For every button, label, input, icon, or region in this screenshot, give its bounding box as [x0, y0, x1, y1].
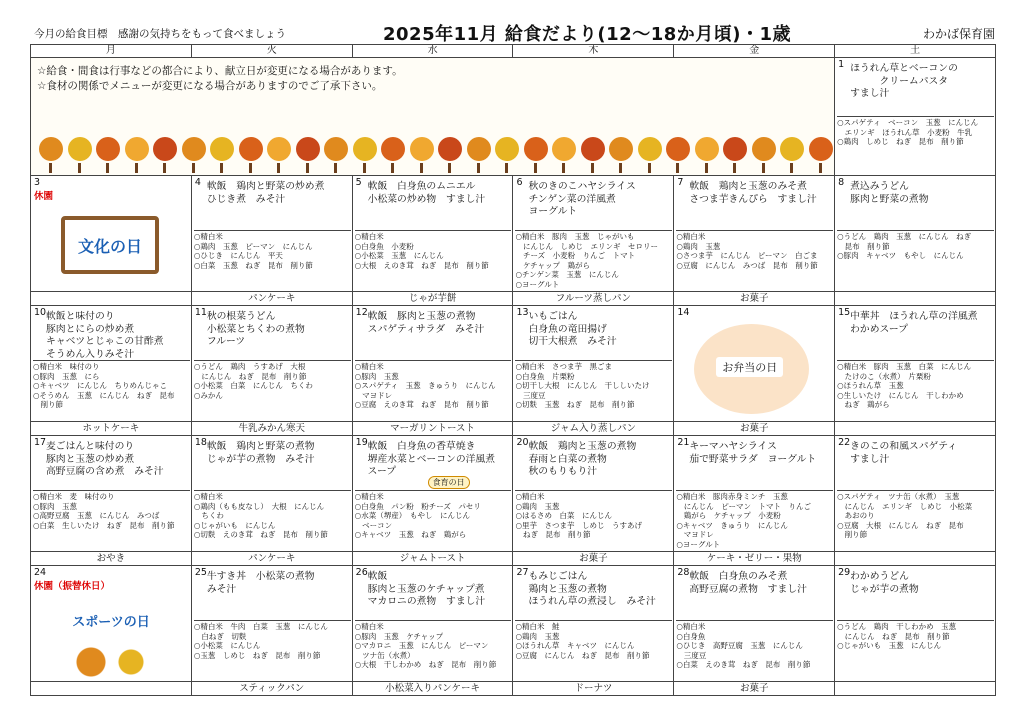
- day-number: 13: [516, 307, 529, 318]
- ingredient-list: ○精白米 ○鶏肉 玉葱 ○はるさめ 白菜 にんじん ○里芋 さつま芋 しめじ うすあげ ねぎ 昆布 削り節: [515, 490, 672, 551]
- menu-text: 軟飯 白身魚の香草焼き 堺産水菜とベーコンの洋風煮 スープ: [367, 441, 496, 477]
- ingredient-list: ○精白米 ○鶏肉 玉葱 ○さつま芋 にんじん ピーマン 白ごま ○豆腐 にんじん みつば 昆布 削り節: [676, 230, 833, 291]
- snack-label: スティックパン: [192, 681, 352, 695]
- tree-trunk-icon: [78, 163, 81, 173]
- tree-trunk-icon: [220, 163, 223, 173]
- autumn-tree-icon: [353, 137, 377, 161]
- autumn-tree-icon: [381, 137, 405, 161]
- day-cell: [352, 306, 513, 436]
- snack-label: じゃが芋餅: [353, 291, 513, 305]
- snack-label: パンケーキ: [192, 551, 352, 565]
- snack-label: [835, 551, 995, 565]
- ingredient-list: ○うどん 鶏肉 うすあげ 大根 にんじん ねぎ 昆布 削り節 ○小松菜 白菜 にんじん ちくわ ○みかん: [194, 360, 351, 421]
- snack-label: 牛乳みかん寒天: [192, 421, 352, 435]
- autumn-tree-icon: [438, 137, 462, 161]
- tree-trunk-icon: [106, 163, 109, 173]
- ingredient-list: ○うどん 鶏肉 干しわかめ 玉葱 にんじん ねぎ 昆布 削り節 ○じゃがいも 玉葱 にんじん: [837, 620, 994, 681]
- day-number: 11: [194, 307, 207, 318]
- tree-trunk-icon: [505, 163, 508, 173]
- tree-trunk-icon: [676, 163, 679, 173]
- menu-text: 軟飯 鶏肉と野菜の炒め煮 ひじき煮 みそ汁: [206, 181, 325, 205]
- ingredient-list: ○精白米 牛肉 白菜 玉葱 にんじん 白ねぎ 切麩 ○小松菜 にんじん ○玉葱 しめじ ねぎ 昆布 削り節: [194, 620, 351, 681]
- ingredient-list: ○精白米 ○鶏肉 玉葱 ピーマン にんじん ○ひじき にんじん 平天 ○白菜 玉葱 ねぎ 昆布 削り節: [194, 230, 351, 291]
- week-row: [31, 58, 996, 176]
- menu-text: 軟飯 豚肉と玉葱のケチャップ煮 マカロニの煮物 すまし汁: [367, 571, 486, 607]
- autumn-tree-icon: [125, 137, 149, 161]
- autumn-tree-icon: [267, 137, 291, 161]
- ingredient-list: ○精白米 麦 味付のり ○豚肉 玉葱 ○高野豆腐 玉葱 にんじん みつば ○白菜 生しいたけ ねぎ 昆布 削り節: [33, 490, 190, 551]
- tree-trunk-icon: [334, 163, 337, 173]
- page-title: 2025年11月 給食だより(12～18か月頃)・1歳: [383, 24, 791, 45]
- tree-trunk-icon: [534, 163, 537, 173]
- menu-text: 軟飯 白身魚のみそ煮 高野豆腐の煮物 すまし汁: [689, 571, 807, 595]
- tree-trunk-icon: [591, 163, 594, 173]
- day-number: 24: [34, 567, 47, 578]
- snack-label: お菓子: [674, 291, 834, 305]
- autumn-tree-icon: [695, 137, 719, 161]
- day-number: 4: [194, 177, 201, 188]
- autumn-tree-icon: [609, 137, 633, 161]
- autumn-tree-icon: [638, 137, 662, 161]
- weekday-mon: 月: [31, 45, 192, 58]
- holiday-label: 休園: [34, 191, 54, 202]
- ingredient-list: ○精白米 さつま芋 黒ごま ○白身魚 片栗粉 ○切干し大根 にんじん 干ししいたけ 三度豆 ○切麩 玉葱 ねぎ 昆布 削り節: [515, 360, 672, 421]
- day-number: 5: [355, 177, 362, 188]
- snack-label: フルーツ蒸しパン: [513, 291, 673, 305]
- day-number: 28: [677, 567, 690, 578]
- autumn-tree-icon: [780, 137, 804, 161]
- day-cell: [835, 176, 996, 306]
- day-cell: [31, 436, 192, 566]
- snack-label: ケーキ・ゼリー・果物: [674, 551, 834, 565]
- day-cell: [835, 306, 996, 436]
- ingredient-list: ○精白米 ○白身魚 小麦粉 ○小松菜 玉葱 にんじん ○大根 えのき茸 ねぎ 昆布 削り節: [355, 230, 512, 291]
- day-number: 14: [677, 307, 690, 318]
- notice-text: ☆給食・間食は行事などの都合により、献立日が変更になる場合があります。 ☆食材の関係でメニューが変更になる場合がありますのでご了承下さい。: [37, 65, 403, 92]
- menu-text: 煮込みうどん 豚肉と野菜の煮物: [850, 181, 929, 205]
- day-cell: [835, 566, 996, 696]
- autumn-tree-icon: [96, 137, 120, 161]
- ingredient-list: ○精白米 味付のり ○豚肉 玉葱 にら ○キャベツ にんじん ちりめんじゃこ ○そうめん 玉葱 にんじん ねぎ 昆布 削り節: [33, 360, 190, 421]
- tree-trunk-icon: [192, 163, 195, 173]
- sports-day-label: スポーツの日: [72, 615, 150, 630]
- day-number: 25: [194, 567, 207, 578]
- autumn-tree-icon: [581, 137, 605, 161]
- autumn-tree-icon: [752, 137, 776, 161]
- ingredient-list: ○精白米 豚肉 玉葱 じゃがいも にんじん しめじ エリンギ セロリー チーズ 小麦粉 りんご トマト ケチャップ 鶏がら ○チンゲン菜 玉葱 にんじん ○ヨーグルト: [515, 230, 672, 291]
- day-cell: [352, 566, 513, 696]
- week-row: [31, 436, 996, 566]
- day-cell: [31, 176, 192, 306]
- menu-text: 軟飯 鶏肉と玉葱の煮物 春雨と白菜の煮物 秋のもりもり汁: [528, 441, 637, 477]
- autumn-tree-icon: [296, 137, 320, 161]
- snack-label: ドーナツ: [513, 681, 673, 695]
- snack-label: お菓子: [674, 421, 834, 435]
- autumn-tree-icon: [210, 137, 234, 161]
- day-number: 22: [838, 437, 851, 448]
- menu-text: いもごはん 白身魚の竜田揚げ 切干大根煮 みそ汁: [528, 311, 617, 347]
- autumn-tree-icon: [324, 137, 348, 161]
- snack-label: お菓子: [674, 681, 834, 695]
- ingredient-list: ○精白米 鮭 ○鶏肉 玉葱 ○ほうれん草 キャベツ にんじん ○豆腐 にんじん ねぎ 昆布 削り節: [515, 620, 672, 681]
- menu-text: 牛すき丼 小松菜の煮物 みそ汁: [206, 571, 315, 595]
- day-cell: [513, 566, 674, 696]
- autumn-tree-icon: [153, 137, 177, 161]
- day-number: 3: [34, 177, 41, 188]
- day-number: 19: [355, 437, 368, 448]
- tree-trunk-icon: [762, 163, 765, 173]
- weekday-thu: 木: [513, 45, 674, 58]
- autumn-tree-icon: [809, 137, 833, 161]
- day-number: 6: [516, 177, 523, 188]
- menu-calendar: [30, 44, 996, 696]
- day-number: 17: [34, 437, 47, 448]
- autumn-tree-icon: [410, 137, 434, 161]
- tree-trunk-icon: [705, 163, 708, 173]
- header: [30, 22, 995, 45]
- ingredient-list: ○精白米 ○豚肉 玉葱 ○スパゲティ 玉葱 きゅうり にんじん マヨドレ ○豆腐 えのき茸 ねぎ 昆布 削り節: [355, 360, 512, 421]
- week-row: [31, 176, 996, 306]
- weekday-tue: 火: [191, 45, 352, 58]
- day-cell: [674, 436, 835, 566]
- weekday-fri: 金: [674, 45, 835, 58]
- day-number: 10: [34, 307, 47, 318]
- autumn-tree-icon: [723, 137, 747, 161]
- sports-day-illustration: [61, 611, 161, 678]
- monthly-goal: 今月の給食目標 感謝の気持ちをもって食べましょう: [34, 28, 286, 40]
- menu-text: 中華丼 ほうれん草の洋風煮 わかめスープ: [850, 311, 978, 335]
- snack-label: [835, 291, 995, 305]
- menu-text: 軟飯 豚肉と玉葱の煮物 スパゲティサラダ みそ汁: [367, 311, 485, 335]
- day-number: 29: [838, 567, 851, 578]
- ingredient-list: ○精白米 ○鶏肉（もも皮なし） 大根 にんじん ちくわ ○じゃがいも にんじん ○切麩 えのき茸 ねぎ 昆布 削り節: [194, 490, 351, 551]
- ingredient-list: ○精白米 豚肉赤身ミンチ 玉葱 にんじん ピーマン トマト りんご 鶏がら ケチャップ 小麦粉 ○キャベツ きゅうり にんじん マヨドレ ○ヨーグルト: [676, 490, 833, 551]
- ingredient-list: ○スパゲティ ベーコン 玉葱 にんじん エリンギ ほうれん草 小麦粉 牛乳 ○鶏肉 しめじ ねぎ 昆布 削り節: [837, 116, 994, 175]
- tree-trunk-icon: [562, 163, 565, 173]
- day-number: 15: [838, 307, 851, 318]
- snack-label: ジャムトースト: [353, 551, 513, 565]
- snack-label: [31, 681, 191, 695]
- tree-trunk-icon: [790, 163, 793, 173]
- bento-day-illustration: [694, 324, 809, 414]
- shokuiku-day-badge: [428, 476, 470, 489]
- day-number: 21: [677, 437, 690, 448]
- day-cell: [191, 436, 352, 566]
- tree-trunk-icon: [420, 163, 423, 173]
- week-row: [31, 306, 996, 436]
- autumn-tree-icon: [524, 137, 548, 161]
- snack-label: ジャム入り蒸しパン: [513, 421, 673, 435]
- day-cell: [835, 436, 996, 566]
- ingredient-list: ○精白米 豚肉 玉葱 白菜 にんじん たけのこ（水煮） 片栗粉 ○ほうれん草 玉葱 ○生しいたけ にんじん 干しわかめ ねぎ 鶏がら: [837, 360, 994, 421]
- snack-label: お菓子: [513, 551, 673, 565]
- snack-label: 小松菜入りパンケーキ: [353, 681, 513, 695]
- day-cell: [352, 176, 513, 306]
- day-cell: [513, 306, 674, 436]
- menu-text: 軟飯 鶏肉と玉葱のみそ煮 さつま芋きんぴら すまし汁: [689, 181, 817, 205]
- school-name: わかば保育園: [922, 27, 995, 41]
- day-number: 27: [516, 567, 529, 578]
- tree-trunk-icon: [249, 163, 252, 173]
- autumn-tree-icon: [39, 137, 63, 161]
- holiday-label: 休園（振替休日）: [34, 581, 111, 592]
- tree-trunk-icon: [619, 163, 622, 173]
- menu-text: 麦ごはんと味付のり 豚肉と玉葱の炒め煮 高野豆腐の含め煮 みそ汁: [46, 441, 164, 477]
- autumn-tree-icon: [182, 137, 206, 161]
- snack-label: パンケーキ: [192, 291, 352, 305]
- tree-trunk-icon: [363, 163, 366, 173]
- tree-trunk-icon: [391, 163, 394, 173]
- day-cell: [31, 566, 192, 696]
- menu-text: キーマハヤシライス 茄で野菜サラダ ヨーグルト: [689, 441, 817, 465]
- shokuiku-day-label: 食育の日: [432, 478, 465, 487]
- menu-text: ほうれん草とベーコンの クリームパスタ すまし汁: [850, 63, 958, 99]
- tree-trunk-icon: [163, 163, 166, 173]
- menu-text: もみじごはん 鶏肉と玉葱の煮物 ほうれん草の煮浸し みそ汁: [528, 571, 656, 607]
- ingredient-list: ○うどん 鶏肉 玉葱 にんじん ねぎ 昆布 削り節 ○豚肉 キャベツ もやし にんじん: [837, 230, 994, 291]
- snack-label: おやき: [31, 551, 191, 565]
- day-number: 7: [677, 177, 684, 188]
- day-number: 1: [838, 59, 845, 70]
- ingredient-list: ○精白米 ○豚肉 玉葱 ケチャップ ○マカロニ 玉葱 にんじん ピーマン ツナ缶（水煮） ○大根 干しわかめ ねぎ 昆布 削り節: [355, 620, 512, 681]
- weekday-wed: 水: [352, 45, 513, 58]
- snack-label: ホットケーキ: [31, 421, 191, 435]
- autumn-tree-icon: [666, 137, 690, 161]
- day-cell: [352, 436, 513, 566]
- tree-trunk-icon: [135, 163, 138, 173]
- menu-text: 秋の根菜うどん 小松菜とちくわの煮物 フルーツ: [206, 311, 305, 347]
- tree-trunk-icon: [277, 163, 280, 173]
- day-cell: [191, 176, 352, 306]
- menu-text: 軟飯 白身魚のムニエル 小松菜の炒め物 すまし汁: [367, 181, 486, 205]
- day-cell: [513, 176, 674, 306]
- menu-text: 軟飯 鶏肉と野菜の煮物 じゃが芋の煮物 みそ汁: [206, 441, 315, 465]
- menu-text: きのこの和風スパゲティ すまし汁: [850, 441, 958, 465]
- tree-trunk-icon: [733, 163, 736, 173]
- snack-label: マーガリントースト: [353, 421, 513, 435]
- day-number: 12: [355, 307, 368, 318]
- tree-trunk-icon: [448, 163, 451, 173]
- ingredient-list: ○スパゲティ ツナ缶（水煮） 玉葱 にんじん エリンギ しめじ 小松菜 あおのり ○豆腐 大根 にんじん ねぎ 昆布 削り節: [837, 490, 994, 551]
- day-number: 26: [355, 567, 368, 578]
- day-cell: [674, 176, 835, 306]
- culture-day-label: 文化の日: [77, 237, 142, 256]
- snack-label: [835, 421, 995, 435]
- menu-text: 軟飯と味付のり 豚肉とにらの炒め煮 キャベツとじゃこの甘酢煮 そうめん入りみそ汁: [46, 311, 164, 360]
- menu-text: わかめうどん じゃが芋の煮物: [850, 571, 919, 595]
- day-number: 20: [516, 437, 529, 448]
- day-number: 8: [838, 177, 845, 188]
- day-cell: [191, 306, 352, 436]
- autumn-tree-icon: [495, 137, 519, 161]
- culture-day-illustration: [61, 216, 159, 274]
- tree-trunk-icon: [49, 163, 52, 173]
- tree-trunk-icon: [819, 163, 822, 173]
- snack-label: [31, 291, 191, 305]
- notice-banner: [31, 58, 835, 176]
- day-cell: [835, 58, 996, 176]
- day-number: 18: [194, 437, 207, 448]
- autumn-tree-icon: [467, 137, 491, 161]
- weekday-sat: 土: [835, 45, 996, 58]
- tree-trunk-icon: [306, 163, 309, 173]
- menu-text: 秋のきのこハヤシライス チンゲン菜の洋風煮 ヨーグルト: [528, 181, 636, 217]
- day-cell: [674, 306, 835, 436]
- day-cell: [513, 436, 674, 566]
- week-row: [31, 566, 996, 696]
- day-cell: [674, 566, 835, 696]
- snack-label: [835, 681, 995, 695]
- weekday-header-row: [31, 45, 996, 58]
- autumn-tree-icon: [68, 137, 92, 161]
- autumn-tree-icon: [239, 137, 263, 161]
- bento-day-label: お弁当の日: [716, 357, 783, 377]
- ingredient-list: ○精白米 ○白身魚 ○ひじき 高野豆腐 玉葱 にんじん 三度豆 ○白菜 えのき茸 ねぎ 昆布 削り節: [676, 620, 833, 681]
- autumn-tree-icon: [552, 137, 576, 161]
- day-cell: [191, 566, 352, 696]
- ingredient-list: ○精白米 ○白身魚 パン粉 粉チーズ パセリ ○水菜（堺産） もやし にんじん ベーコン ○キャベツ 玉葱 ねぎ 鶏がら: [355, 490, 512, 551]
- tree-trunk-icon: [477, 163, 480, 173]
- day-cell: [31, 306, 192, 436]
- tree-trunk-icon: [648, 163, 651, 173]
